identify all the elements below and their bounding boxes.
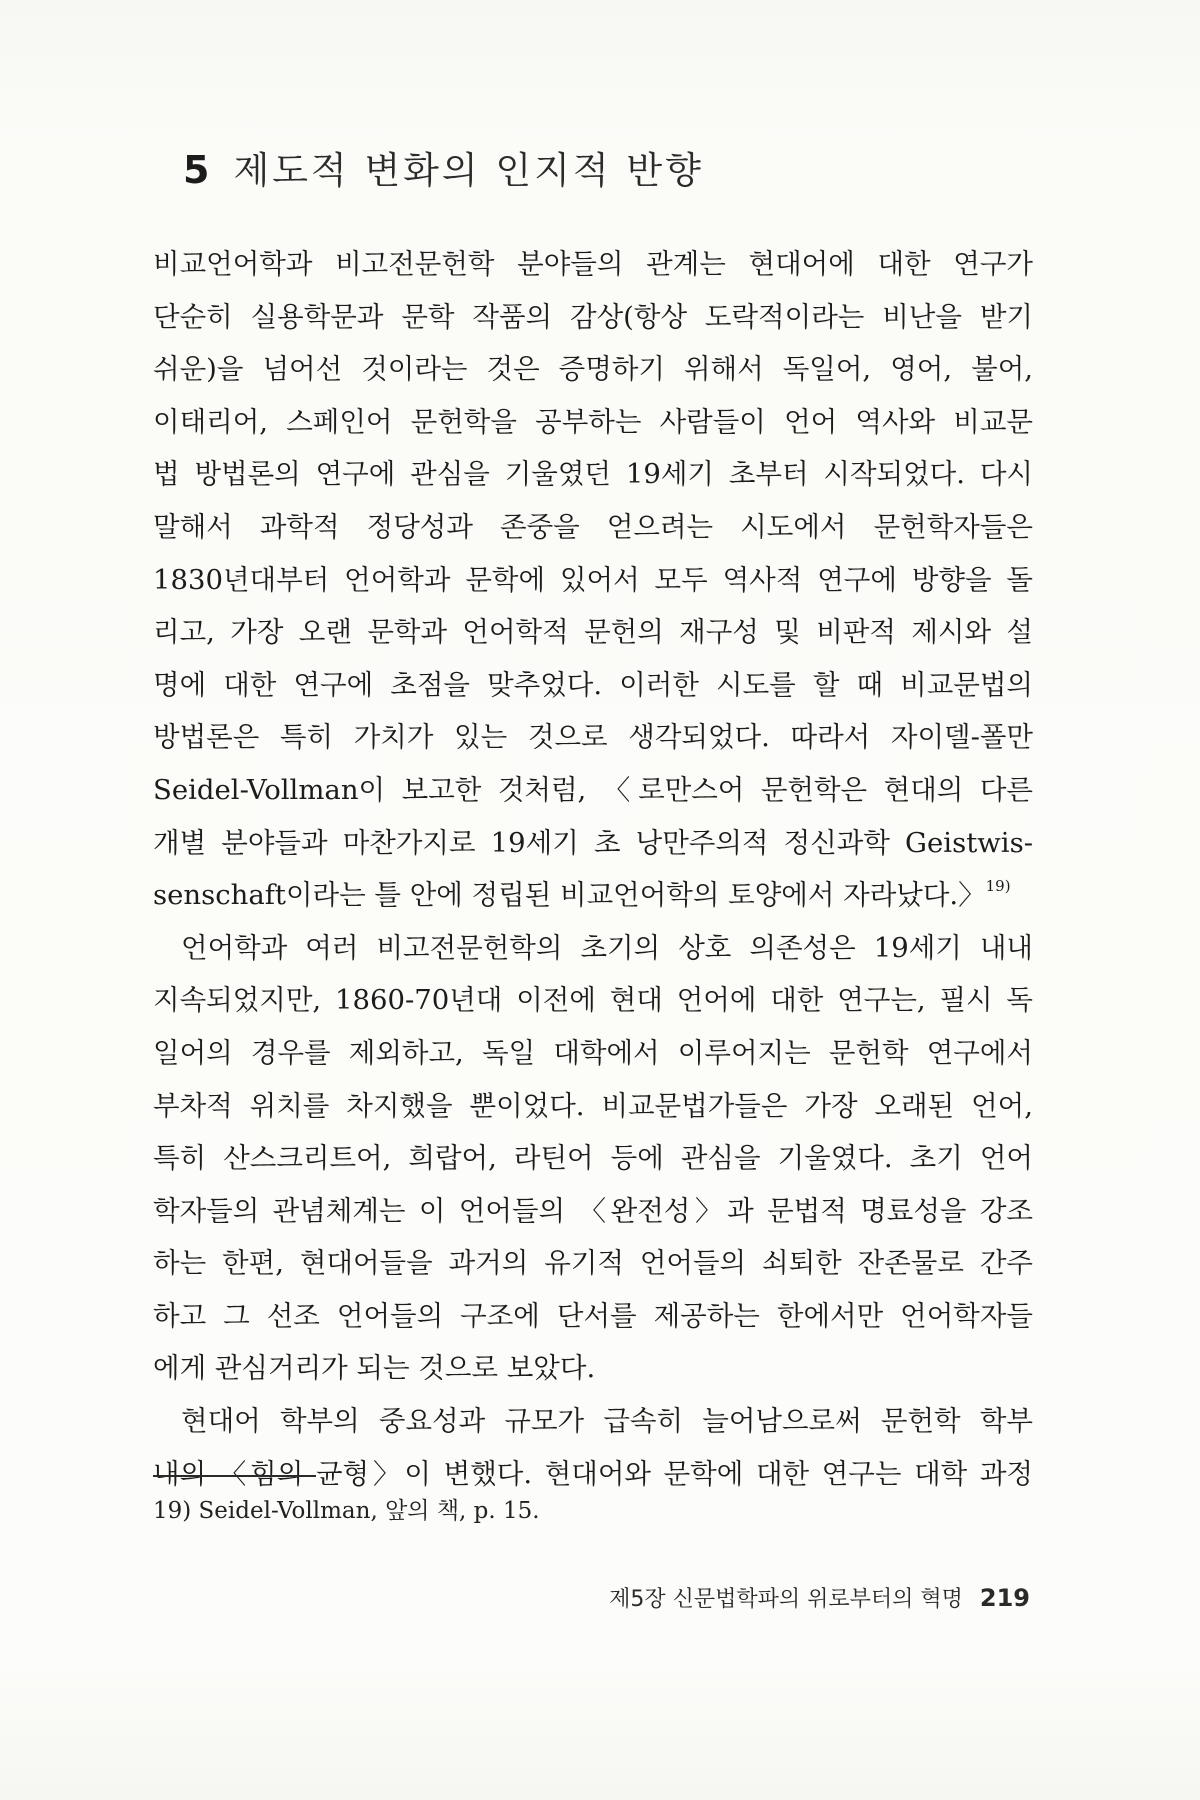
- text-line: 학자들의 관념체계는 이 언어들의 〈완전성〉과 문법적 명료성을 강조: [153, 1194, 1033, 1227]
- text-line: 내의 〈힘의 균형〉이 변했다. 현대어와 문학에 대한 연구는 대학 과정: [153, 1457, 1033, 1490]
- text-line: 지속되었지만, 1860-70년대 이전에 현대 언어에 대한 연구는, 필시 독: [153, 984, 1033, 1017]
- text-line: 특히 산스크리트어, 희랍어, 라틴어 등에 관심을 기울였다. 초기 언어: [153, 1142, 1033, 1175]
- body-text: [153, 238, 1033, 1500]
- section-number: 5: [183, 148, 210, 192]
- footnote-reference: 19): [985, 877, 1011, 896]
- footnote: 19) Seidel-Vollman, 앞의 책, p. 15.: [153, 1498, 540, 1524]
- text-line: 현대어 학부의 중요성과 규모가 급속히 늘어남으로써 문헌학 학부: [181, 1405, 1033, 1438]
- page-number: 219: [979, 1584, 1030, 1612]
- text-line: 쉬운)을 넘어선 것이라는 것은 증명하기 위해서 독일어, 영어, 불어,: [153, 353, 1033, 386]
- text-line: 언어학과 여러 비고전문헌학의 초기의 상호 의존성은 19세기 내내: [181, 931, 1033, 964]
- text-line: 에게 관심거리가 되는 것으로 보았다.: [153, 1352, 596, 1385]
- text-line: 하는 한편, 현대어들을 과거의 유기적 언어들의 쇠퇴한 잔존물로 간주: [153, 1247, 1033, 1280]
- text-line: 명에 대한 연구에 초점을 맞추었다. 이러한 시도를 할 때 비교문법의: [153, 668, 1033, 701]
- text-line: 1830년대부터 언어학과 문학에 있어서 모두 역사적 연구에 방향을 돌: [153, 563, 1033, 596]
- footnote-divider: [153, 1475, 316, 1477]
- text-line: senschaft이라는 틀 안에 정립된 비교언어학의 토양에서 자라났다.〉: [153, 879, 986, 912]
- text-line: 비교언어학과 비고전문헌학 분야들의 관계는 현대어에 대한 연구가: [153, 248, 1033, 280]
- text-line: 하고 그 선조 언어들의 구조에 단서를 제공하는 한에서만 언어학자들: [153, 1299, 1033, 1332]
- text-line: 개별 분야들과 마찬가지로 19세기 초 낭만주의적 정신과학 Geistwis-: [153, 826, 1033, 859]
- text-line: 일어의 경우를 제외하고, 독일 대학에서 이루어지는 문헌학 연구에서: [153, 1036, 1033, 1069]
- text-line-with-footnote-ref: [153, 869, 1033, 922]
- text-line: 방법론은 특히 가치가 있는 것으로 생각되었다. 따라서 자이델-폴만: [153, 721, 1033, 754]
- running-title: 제5장 신문법학파의 위로부터의 혁명: [609, 1587, 963, 1612]
- text-line: 리고, 가장 오랜 문학과 언어학적 문헌의 재구성 및 비판적 제시와 설: [153, 616, 1033, 649]
- section-title: 제도적 변화의 인지적 반향: [233, 149, 704, 192]
- text-line: 부차적 위치를 차지했을 뿐이었다. 비교문법가들은 가장 오래된 언어,: [153, 1089, 1033, 1122]
- text-line: 법 방법론의 연구에 관심을 기울였던 19세기 초부터 시작되었다. 다시: [153, 458, 1033, 491]
- page-footer: [609, 1582, 1030, 1613]
- text-line: 말해서 과학적 정당성과 존중을 얻으려는 시도에서 문헌학자들은: [153, 510, 1033, 543]
- section-heading: [183, 140, 704, 200]
- text-line: 단순히 실용학문과 문학 작품의 감상(항상 도락적이라는 비난을 받기: [153, 300, 1033, 333]
- text-line: 이태리어, 스페인어 문헌학을 공부하는 사람들이 언어 역사와 비교문: [153, 405, 1033, 438]
- text-line: Seidel-Vollman이 보고한 것처럼, 〈로만스어 문헌학은 현대의 다른: [153, 773, 1033, 806]
